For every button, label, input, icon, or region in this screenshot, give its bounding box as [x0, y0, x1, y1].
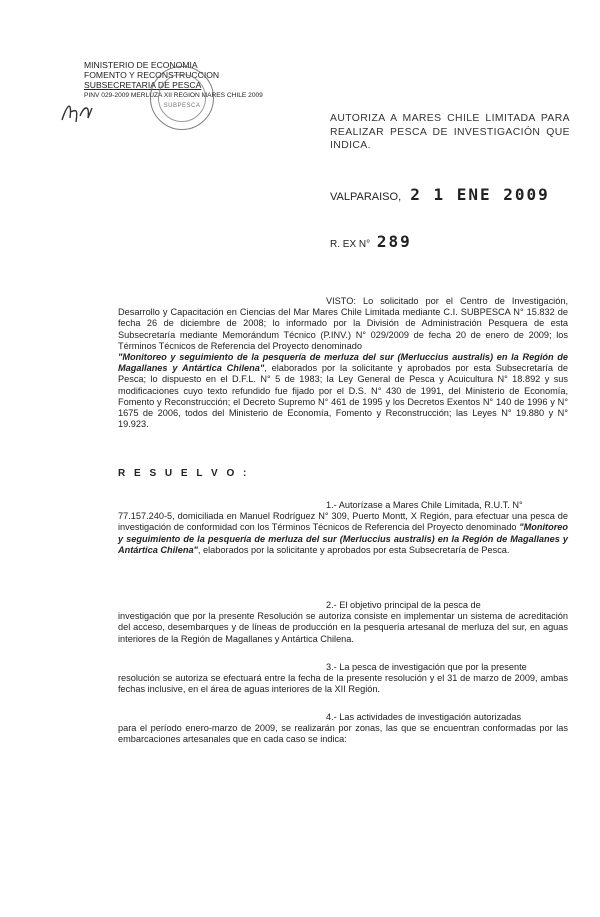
article-2-lead: 2.- El objetivo principal de la pesca de [326, 600, 481, 610]
dateline-city: VALPARAISO, [330, 191, 402, 203]
resolution-subject: AUTORIZA A MARES CHILE LIMITADA PARA REALIZAR PESCA DE INVESTIGACIÓN QUE INDICA. [330, 113, 570, 151]
article-3-lead: 3.- La pesca de investigación que por la presente [326, 662, 527, 672]
letterhead-subsecretaria: SUBSECRETARIA DE PESCA [84, 80, 202, 90]
article-1-project-title: "Monitoreo y seguimiento de la pesquería de merluza del sur (Merluccius australis) en la Región de Magallanes y Antártica Chilena" [118, 522, 568, 555]
visto-text-2: , elaborados por la solicitante y aprobados por esta Subsecretaría de Pesca; lo dispuesto en el D.F.L. N° 5 de 1983; la Ley General de Pesca y Acuicultura N° 18.892 y sus modificaciones cuyo texto refundido fue fijado por el D.S. N° 430 de 1991, del Ministerio de Economía, Fomento y Reconstrucción; el Decreto Supremo N° 461 de 1995 y los Decretos Exentos N° 140 de 1996 y N° 1675 de 2006, todos del Ministerio de Economía, Fomento y Reconstrucción; las Leyes N° 19.880 y N° 19.923. [118, 363, 569, 430]
visto-lead [118, 296, 568, 352]
letterhead-ministry: MINISTERIO DE ECONOMIA [84, 60, 198, 70]
visto-project-title: "Monitoreo y seguimiento de la pesquería de merluza del sur (Merluccius australis) en la Región de Magallanes y Antártica Chilena" [118, 352, 568, 374]
article-3 [118, 662, 568, 696]
article-4-text: para el período enero-marzo de 2009, se realizarán por zonas, las que se encuentran conformadas por las embarcaciones artesanales que en cada caso se indica: [118, 723, 568, 745]
article-4-lead: 4.- Las actividades de investigación autorizadas [326, 712, 522, 722]
article-1-text-2: , elaborados por la solicitante y aprobados por esta Subsecretaría de Pesca. [197, 544, 510, 555]
signature-initials [58, 96, 108, 128]
resolution-number-stamp: 289 [376, 232, 412, 251]
seal-text: SUBPESCA [163, 103, 201, 109]
article-2-text: investigación que por la presente Resolución se autoriza consiste en implementar un sistema de acreditación del acceso, desembarques y de líneas de producción en la pesquería artesanal de merluza del sur, en aguas interiores de la Región de Magallanes y Antártica Chilena. [118, 611, 568, 644]
letterhead-fomento: FOMENTO Y RECONSTRUCCION [84, 70, 220, 80]
article-4 [118, 712, 568, 746]
resolution-number [330, 232, 412, 251]
official-seal-stamp [150, 66, 214, 130]
resuelvo-heading: R E S U E L V O : [118, 468, 250, 479]
dateline [330, 185, 550, 204]
letterhead-reference: PINV 029-2009 MERLUZA XII REGION MARES CHILE 2009 [84, 92, 263, 99]
article-1-text: 77.157.240-5, domiciliada en Manuel Rodríguez N° 309, Puerto Montt, X Región, para efectuar una pesca de investigación de conformidad con los Términos Técnicos de Referencia del Proyecto denominado [118, 511, 568, 533]
article-1 [118, 500, 568, 556]
resolution-label: R. EX N° [330, 239, 371, 250]
visto-label: VISTO: [326, 296, 356, 306]
visto-paragraph [118, 296, 568, 430]
article-2 [118, 600, 568, 645]
article-1-lead: 1.- Autorízase a Mares Chile Limitada, R.U.T. N° [326, 500, 523, 510]
article-3-text: resolución se autoriza se efectuará entre la fecha de la presente resolución y el 31 de marzo de 2009, ambas fechas inclusive, en el área de aguas interiores de la XII Región. [118, 673, 568, 695]
visto-text-1: Lo solicitado por el Centro de Investigación, Desarrollo y Capacitación en Ciencias del Mar Mares Chile Limitada mediante C.I. SUBPESCA N° 15.832 de fecha 26 de diciembre de 2008; lo informado por la División de Administración Pesquera de esta Subsecretaría mediante Memorándum Técnico (P.INV.) N° 029/2009 de fecha 20 de enero de 2009; los Términos Técnicos de Referencia del Proyecto denominado [118, 296, 568, 351]
date-stamp: 2 1 ENE 2009 [410, 185, 550, 204]
